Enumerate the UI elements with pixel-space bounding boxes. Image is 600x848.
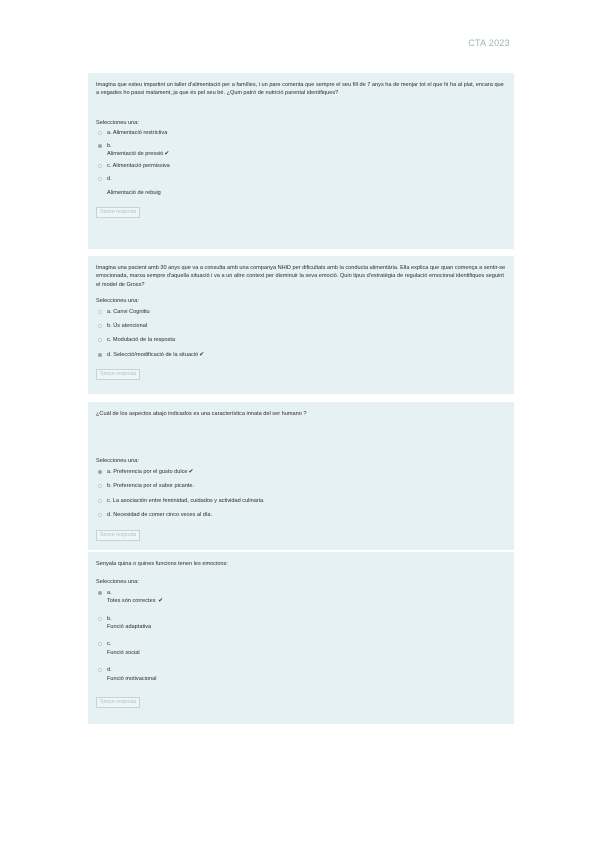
option-c[interactable] — [96, 336, 506, 344]
no-answer-button[interactable]: Sense resposta — [96, 697, 140, 708]
option-label: d. Necesidad de comer cinco veces al día. — [107, 512, 213, 519]
radio-button[interactable] — [98, 668, 102, 672]
option-d[interactable] — [96, 351, 506, 359]
option-label: c. La asociación entre feminidad, cuidados y actividad culinaria. — [107, 497, 265, 504]
question-card-3 — [88, 402, 514, 550]
radio-button[interactable] — [98, 131, 102, 135]
option-text: Alimentació de pressió — [107, 151, 164, 158]
select-prompt: Seleccioneu una: — [96, 119, 139, 126]
radio-button[interactable] — [98, 513, 102, 517]
select-prompt: Seleccioneu una: — [96, 458, 139, 465]
option-text: Funció adaptativa — [107, 624, 152, 631]
radio-button-selected[interactable] — [98, 353, 102, 357]
page-header-title: CTA 2023 — [468, 38, 510, 48]
question-card-4 — [88, 552, 514, 724]
radio-button[interactable] — [98, 338, 102, 342]
option-a[interactable] — [96, 468, 506, 476]
radio-button[interactable] — [98, 177, 102, 181]
question-card-2 — [88, 256, 514, 394]
question-text: ¿Cuál de los aspectos abajo indicados es una característica innata del ser humano ? — [96, 411, 307, 417]
no-answer-button[interactable]: Sense resposta — [96, 530, 140, 541]
select-prompt: Seleccioneu una: — [96, 298, 139, 305]
option-label: b. — [107, 615, 112, 622]
radio-button-selected[interactable] — [98, 144, 102, 148]
radio-button[interactable] — [98, 642, 102, 646]
radio-button[interactable] — [98, 324, 102, 328]
option-label: a. Canvi Cognitiu — [107, 308, 150, 315]
option-text: Alimentació de rebuig — [107, 190, 161, 197]
option-b[interactable] — [96, 615, 506, 632]
option-label: c. Modulació de la resposta — [107, 337, 176, 344]
option-d[interactable] — [96, 511, 506, 519]
option-a[interactable] — [96, 308, 506, 316]
no-answer-button[interactable]: Sense resposta — [96, 369, 140, 380]
option-label: b. Preferencia por el sabor picante. — [107, 483, 195, 490]
option-label: a. Alimentació restrictiva — [107, 130, 168, 137]
option-d[interactable] — [96, 175, 506, 198]
option-label: d. — [107, 667, 112, 674]
option-label: b. — [107, 142, 112, 149]
radio-button[interactable] — [98, 484, 102, 488]
radio-button[interactable] — [98, 310, 102, 314]
option-c[interactable] — [96, 497, 506, 505]
option-label: d. — [107, 175, 112, 182]
question-text: Imagina que esteu impartint un taller d'alimentació per a famílies, i un pare comenta que sempre el seu fill de 7 anys ha de menjar tot el que hi ha al plat, encara que a vegades ho passi malament, ja que és pel seu bé. ¿Quin patró de nutrició parental identifiques? — [96, 82, 504, 97]
option-label: d. Selecció/modificació de la situació — [107, 351, 199, 358]
option-a[interactable] — [96, 589, 506, 606]
no-answer-button[interactable]: Sense resposta — [96, 207, 140, 218]
option-c[interactable] — [96, 162, 506, 170]
check-icon: ✔ — [199, 351, 205, 358]
option-c[interactable] — [96, 640, 506, 657]
option-label: b. Ús atencional — [107, 323, 148, 330]
option-b[interactable] — [96, 322, 506, 330]
radio-button[interactable] — [98, 617, 102, 621]
question-text: Senyala quina o quines funcions tenen les emocions: — [96, 561, 228, 567]
radio-button[interactable] — [98, 164, 102, 168]
option-label: a. Preferencia por el gusto dulce — [107, 468, 188, 475]
option-label: c. Alimentació permissiva — [107, 163, 170, 170]
option-label: c. — [107, 641, 112, 648]
question-card-1 — [88, 73, 514, 249]
option-text: Totes són correctes — [107, 598, 156, 605]
option-text: Funció social — [107, 649, 140, 656]
option-d[interactable] — [96, 666, 506, 683]
radio-button[interactable] — [98, 499, 102, 503]
option-b[interactable] — [96, 482, 506, 490]
radio-button-selected[interactable] — [98, 470, 102, 474]
check-icon: ✔ — [164, 151, 170, 158]
question-text: Imagina una pacient amb 30 anys que va a consulta amb una companya NHiD per dificultats amb la conducta alimentària. Ella explica que quan comença a sentir-se emocionada, marxa sempre d'aquella situació i va a un altre context per disminuir la seva emoció. Quin tipus d'estratègia de regulació emocional identifiques seguint el model de Gross? — [96, 265, 506, 288]
option-a[interactable] — [96, 129, 506, 137]
option-b[interactable] — [96, 142, 506, 159]
radio-button-selected[interactable] — [98, 591, 102, 595]
option-text: Funció motivacional — [107, 675, 157, 682]
option-label: a. — [107, 589, 112, 596]
select-prompt: Seleccioneu una: — [96, 579, 139, 586]
check-icon: ✔ — [188, 468, 194, 475]
check-icon: ✔ — [158, 598, 164, 605]
